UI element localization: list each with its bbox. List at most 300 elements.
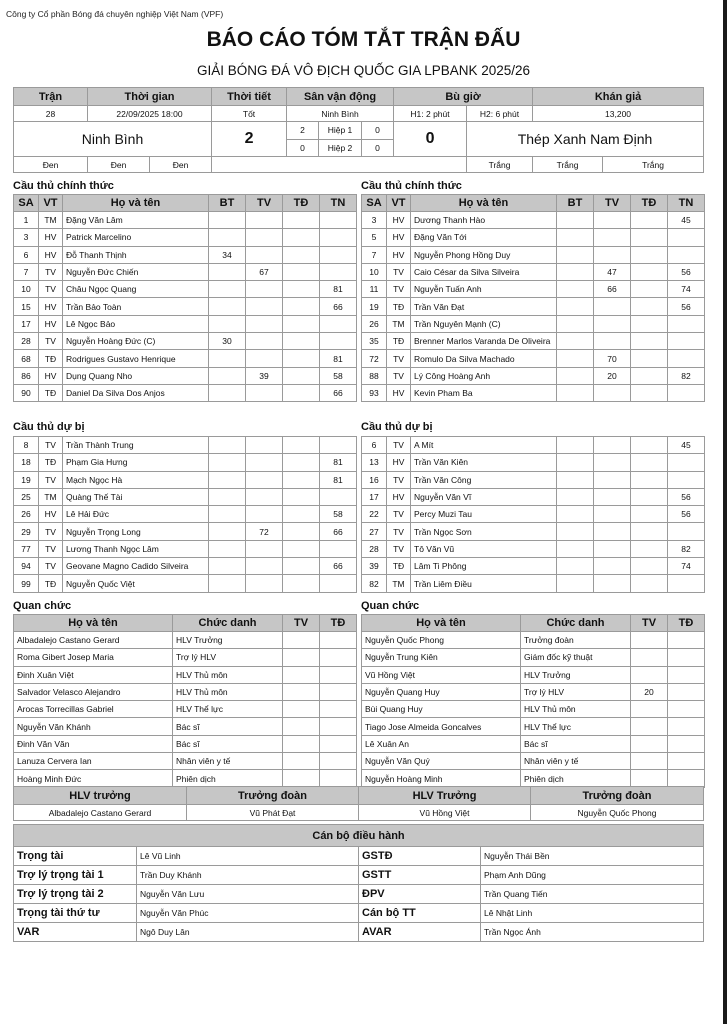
yellow-card-minute — [246, 488, 283, 505]
red-card-minute — [283, 212, 320, 229]
red-card-minute — [283, 523, 320, 540]
red-card-minute — [283, 281, 320, 298]
header-td: TĐ — [631, 195, 668, 212]
player-name: Đặng Văn Lâm — [63, 212, 209, 229]
player-row — [14, 315, 357, 332]
goal-minute — [209, 454, 246, 471]
supervisor-role: GSTĐ — [359, 847, 481, 866]
home-starting-table — [13, 194, 357, 402]
official-name: Nguyễn Văn Khánh — [14, 718, 173, 735]
red-card-minute — [320, 632, 357, 649]
player-row — [14, 246, 357, 263]
shirt-number: 99 — [14, 575, 39, 592]
player-row — [362, 471, 705, 488]
position: HV — [39, 367, 63, 384]
yellow-card-minute — [594, 384, 631, 401]
red-card-minute — [631, 523, 668, 540]
supervisor-name: Lê Nhật Linh — [481, 904, 704, 923]
official-name: Nguyễn Quốc Phong — [362, 632, 521, 649]
header-title: Chức danh — [521, 615, 631, 632]
player-name: Trần Thành Trung — [63, 437, 209, 454]
yellow-card-minute — [283, 632, 320, 649]
position: TM — [39, 212, 63, 229]
player-row — [14, 229, 357, 246]
match-info-table — [13, 87, 704, 173]
header-san-van-dong: Sân vận động — [287, 88, 394, 106]
position: TĐ — [39, 575, 63, 592]
yellow-card-minute — [594, 333, 631, 350]
official-row — [362, 770, 705, 787]
sub-off-minute — [320, 315, 357, 332]
header-tn: TN — [668, 195, 705, 212]
away-kit-2: Trắng — [533, 157, 603, 173]
yellow-card-minute — [631, 632, 668, 649]
red-card-minute — [320, 701, 357, 718]
goal-minute: 30 — [209, 333, 246, 350]
position: TM — [39, 488, 63, 505]
yellow-card-minute — [631, 735, 668, 752]
away-officials-table — [361, 614, 705, 788]
sub-off-minute: 66 — [320, 384, 357, 401]
red-card-minute — [283, 350, 320, 367]
player-name: Nguyễn Quốc Việt — [63, 575, 209, 592]
yellow-card-minute — [283, 735, 320, 752]
official-name: Lanuza Cervera Ian — [14, 753, 173, 770]
position: HV — [387, 454, 411, 471]
sub-off-minute — [320, 437, 357, 454]
shirt-number: 88 — [362, 367, 387, 384]
shirt-number: 6 — [14, 246, 39, 263]
player-row — [362, 384, 705, 401]
player-name: Dương Thanh Hào — [411, 212, 557, 229]
sub-off-minute: 56 — [668, 298, 705, 315]
player-row — [14, 575, 357, 592]
official-title: Bác sĩ — [173, 718, 283, 735]
red-card-minute — [631, 506, 668, 523]
position: TV — [387, 540, 411, 557]
yellow-card-minute — [283, 718, 320, 735]
goal-minute — [209, 575, 246, 592]
shirt-number: 3 — [362, 212, 387, 229]
official-title: Trưởng đoàn — [521, 632, 631, 649]
match-officials-table — [13, 824, 704, 942]
official-name: Salvador Velasco Alejandro — [14, 683, 173, 700]
red-card-minute — [320, 649, 357, 666]
goal-minute — [209, 384, 246, 401]
goal-minute — [557, 212, 594, 229]
player-name: Caio César da Silva Silveira — [411, 263, 557, 280]
red-card-minute — [631, 471, 668, 488]
yellow-card-minute — [594, 437, 631, 454]
goal-minute — [557, 367, 594, 384]
half1-label: Hiệp 1 — [319, 122, 362, 140]
player-name: Trần Liêm Điều — [411, 575, 557, 592]
shirt-number: 28 — [362, 540, 387, 557]
home-head-coach: Albadalejo Castano Gerard — [14, 805, 187, 821]
position: TV — [39, 471, 63, 488]
position: TV — [39, 558, 63, 575]
away-kit-3: Trắng — [603, 157, 704, 173]
goal-minute — [557, 558, 594, 575]
stadium: Ninh Bình — [287, 106, 394, 122]
referee-row — [14, 847, 704, 866]
player-name: Trần Văn Kiên — [411, 454, 557, 471]
position: TĐ — [39, 454, 63, 471]
player-row — [362, 212, 705, 229]
match-officials-title: Cán bộ điều hành — [14, 825, 704, 847]
sub-off-minute — [668, 384, 705, 401]
match-number: 28 — [14, 106, 88, 122]
position: TV — [39, 281, 63, 298]
supervisor-role: AVAR — [359, 923, 481, 942]
table-header-row — [14, 195, 357, 212]
position: TĐ — [387, 333, 411, 350]
header-sa: SA — [362, 195, 387, 212]
player-name: Geovane Magno Cadido Silveira — [63, 558, 209, 575]
red-card-minute — [320, 718, 357, 735]
official-row — [14, 666, 357, 683]
official-name: Bùi Quang Huy — [362, 701, 521, 718]
header-tv: TV — [631, 615, 668, 632]
red-card-minute — [668, 632, 705, 649]
yellow-card-minute — [594, 506, 631, 523]
yellow-card-minute: 66 — [594, 281, 631, 298]
referee-row — [14, 904, 704, 923]
position: TV — [387, 367, 411, 384]
official-title: Bác sĩ — [521, 735, 631, 752]
player-row — [14, 454, 357, 471]
yellow-card-minute — [594, 298, 631, 315]
player-name: A Mít — [411, 437, 557, 454]
goal-minute — [557, 298, 594, 315]
head-header-home-leader: Trưởng đoàn — [187, 787, 359, 805]
yellow-card-minute — [594, 575, 631, 592]
goal-minute — [209, 558, 246, 575]
official-name: Đinh Văn Văn — [14, 735, 173, 752]
yellow-card-minute — [283, 683, 320, 700]
away-team-leader: Nguyễn Quốc Phong — [531, 805, 704, 821]
away-kit-1: Trắng — [467, 157, 533, 173]
referee-row — [14, 885, 704, 904]
referee-role: Trọng tài — [14, 847, 137, 866]
player-row — [14, 281, 357, 298]
shirt-number: 35 — [362, 333, 387, 350]
header-sa: SA — [14, 195, 39, 212]
position: TV — [39, 437, 63, 454]
shirt-number: 3 — [14, 229, 39, 246]
referee-role: Trợ lý trọng tài 2 — [14, 885, 137, 904]
official-title: HLV Trưởng — [521, 666, 631, 683]
goal-minute — [557, 506, 594, 523]
sub-off-minute — [320, 229, 357, 246]
half1-away: 0 — [362, 122, 394, 140]
home-kit-2: Đen — [88, 157, 150, 173]
red-card-minute — [631, 575, 668, 592]
goal-minute — [557, 384, 594, 401]
sub-off-minute: 45 — [668, 212, 705, 229]
goal-minute — [557, 263, 594, 280]
yellow-card-minute — [246, 540, 283, 557]
sub-off-minute: 82 — [668, 540, 705, 557]
red-card-minute — [283, 333, 320, 350]
table-header-row — [362, 615, 705, 632]
stoppage-h2: H2: 6 phút — [467, 106, 533, 122]
home-subs-label: Cầu thủ dự bị — [13, 421, 85, 433]
shirt-number: 27 — [362, 523, 387, 540]
yellow-card-minute — [631, 666, 668, 683]
official-title: Nhân viên y tế — [173, 753, 283, 770]
sub-off-minute — [668, 229, 705, 246]
away-team-name: Thép Xanh Nam Định — [467, 122, 704, 157]
yellow-card-minute — [631, 753, 668, 770]
header-name: Họ và tên — [14, 615, 173, 632]
header-title: Chức danh — [173, 615, 283, 632]
league-subtitle: GIẢI BÓNG ĐÁ VÔ ĐỊCH QUỐC GIA LPBANK 2025/26 — [196, 63, 531, 78]
red-card-minute — [320, 770, 357, 787]
player-row — [14, 333, 357, 350]
home-starting-label: Cầu thủ chính thức — [13, 180, 114, 192]
red-card-minute — [631, 454, 668, 471]
header-td: TĐ — [283, 195, 320, 212]
official-row — [14, 649, 357, 666]
player-name: Đặng Văn Tới — [411, 229, 557, 246]
header-vt: VT — [39, 195, 63, 212]
goal-minute — [557, 575, 594, 592]
goal-minute — [209, 229, 246, 246]
sub-off-minute — [668, 246, 705, 263]
official-row — [362, 649, 705, 666]
official-row — [362, 735, 705, 752]
goal-minute — [209, 350, 246, 367]
official-title: HLV Thể lực — [521, 718, 631, 735]
player-row — [14, 212, 357, 229]
home-subs-table — [13, 436, 357, 593]
shirt-number: 16 — [362, 471, 387, 488]
head-header-away-coach: HLV Trưởng — [359, 787, 531, 805]
player-row — [362, 350, 705, 367]
sub-off-minute: 81 — [320, 454, 357, 471]
player-row — [362, 333, 705, 350]
player-name: Brenner Marlos Varanda De Oliveira — [411, 333, 557, 350]
player-name: Lê Hải Đức — [63, 506, 209, 523]
official-row — [362, 632, 705, 649]
goal-minute — [209, 506, 246, 523]
yellow-card-minute — [594, 540, 631, 557]
home-team-name: Ninh Bình — [14, 122, 212, 157]
goal-minute — [557, 540, 594, 557]
header-tv: TV — [594, 195, 631, 212]
home-kit-3: Đen — [150, 157, 212, 173]
sub-off-minute — [668, 333, 705, 350]
half1-home: 2 — [287, 122, 319, 140]
sub-off-minute: 58 — [320, 506, 357, 523]
position: TĐ — [387, 558, 411, 575]
sub-off-minute — [668, 315, 705, 332]
position: HV — [39, 298, 63, 315]
official-name: Hoàng Minh Đức — [14, 770, 173, 787]
official-name: Arocas Torrecillas Gabriel — [14, 701, 173, 718]
player-row — [362, 506, 705, 523]
supervisor-name: Nguyễn Thái Bền — [481, 847, 704, 866]
sub-off-minute: 66 — [320, 298, 357, 315]
weather: Tốt — [212, 106, 287, 122]
red-card-minute — [283, 263, 320, 280]
shirt-number: 7 — [14, 263, 39, 280]
player-name: Phạm Gia Hưng — [63, 454, 209, 471]
yellow-card-minute — [594, 558, 631, 575]
player-name: Nguyễn Văn Vĩ — [411, 488, 557, 505]
goal-minute — [557, 281, 594, 298]
player-name: Trần Văn Công — [411, 471, 557, 488]
header-tran: Trận — [14, 88, 88, 106]
player-row — [14, 350, 357, 367]
player-row — [362, 263, 705, 280]
sub-off-minute — [668, 575, 705, 592]
referee-name: Lê Vũ Linh — [137, 847, 359, 866]
position: HV — [39, 229, 63, 246]
header-td: TĐ — [668, 615, 705, 632]
position: HV — [39, 506, 63, 523]
shirt-number: 22 — [362, 506, 387, 523]
official-name: Albadalejo Castano Gerard — [14, 632, 173, 649]
official-name: Tiago Jose Almeida Goncalves — [362, 718, 521, 735]
official-title: HLV Trưởng — [173, 632, 283, 649]
red-card-minute — [631, 384, 668, 401]
position: TV — [387, 350, 411, 367]
table-header-row — [14, 615, 357, 632]
header-name: Họ và tên — [411, 195, 557, 212]
header-bt: BT — [209, 195, 246, 212]
away-head-coach: Vũ Hồng Việt — [359, 805, 531, 821]
yellow-card-minute — [283, 753, 320, 770]
home-team-leader: Vũ Phát Đạt — [187, 805, 359, 821]
sub-off-minute: 81 — [320, 281, 357, 298]
yellow-card-minute: 72 — [246, 523, 283, 540]
stoppage-h1: H1: 2 phút — [394, 106, 467, 122]
yellow-card-minute — [594, 315, 631, 332]
shirt-number: 94 — [14, 558, 39, 575]
position: TM — [387, 315, 411, 332]
yellow-card-minute: 20 — [594, 367, 631, 384]
player-row — [14, 488, 357, 505]
player-name: Đỗ Thanh Thịnh — [63, 246, 209, 263]
official-row — [14, 735, 357, 752]
match-time: 22/09/2025 18:00 — [88, 106, 212, 122]
sub-off-minute — [320, 488, 357, 505]
yellow-card-minute — [246, 384, 283, 401]
position: HV — [387, 212, 411, 229]
sub-off-minute: 82 — [668, 367, 705, 384]
kit-spacer — [212, 157, 467, 173]
official-name: Nguyễn Hoàng Minh — [362, 770, 521, 787]
player-row — [14, 437, 357, 454]
head-header-away-leader: Trưởng đoàn — [531, 787, 704, 805]
shirt-number: 7 — [362, 246, 387, 263]
shirt-number: 72 — [362, 350, 387, 367]
red-card-minute — [668, 753, 705, 770]
away-subs-table — [361, 436, 705, 593]
player-name: Lâm Ti Phông — [411, 558, 557, 575]
position: TĐ — [387, 298, 411, 315]
official-name: Lê Xuân An — [362, 735, 521, 752]
red-card-minute — [668, 718, 705, 735]
shirt-number: 28 — [14, 333, 39, 350]
player-name: Romulo Da Silva Machado — [411, 350, 557, 367]
goal-minute — [209, 212, 246, 229]
red-card-minute — [668, 666, 705, 683]
supervisor-name: Trần Ngọc Ánh — [481, 923, 704, 942]
referee-name: Trần Duy Khánh — [137, 866, 359, 885]
position: HV — [39, 246, 63, 263]
goal-minute — [557, 350, 594, 367]
goal-minute — [557, 437, 594, 454]
player-row — [14, 298, 357, 315]
red-card-minute — [631, 558, 668, 575]
sub-off-minute — [320, 540, 357, 557]
company-name: Công ty Cổ phần Bóng đá chuyên nghiệp Việt Nam (VPF) — [6, 9, 224, 19]
official-title: Trợ lý HLV — [173, 649, 283, 666]
sub-off-minute — [668, 350, 705, 367]
official-row — [14, 770, 357, 787]
shirt-number: 5 — [362, 229, 387, 246]
position: TV — [387, 523, 411, 540]
shirt-number: 15 — [14, 298, 39, 315]
official-row — [362, 683, 705, 700]
sub-off-minute: 74 — [668, 281, 705, 298]
player-name: Nguyễn Hoàng Đức (C) — [63, 333, 209, 350]
sub-off-minute: 56 — [668, 488, 705, 505]
official-title: Bác sĩ — [173, 735, 283, 752]
goal-minute — [209, 298, 246, 315]
goal-minute — [557, 471, 594, 488]
sub-off-minute — [320, 212, 357, 229]
player-row — [14, 506, 357, 523]
official-name: Nguyễn Trung Kiên — [362, 649, 521, 666]
sub-off-minute — [668, 454, 705, 471]
position: TM — [387, 575, 411, 592]
yellow-card-minute — [246, 506, 283, 523]
player-name: Mạch Ngọc Hà — [63, 471, 209, 488]
red-card-minute — [283, 540, 320, 557]
red-card-minute — [631, 281, 668, 298]
yellow-card-minute — [246, 575, 283, 592]
home-score: 2 — [212, 122, 287, 157]
header-name: Họ và tên — [63, 195, 209, 212]
attendance: 13,200 — [533, 106, 704, 122]
official-title: Phiên dịch — [521, 770, 631, 787]
yellow-card-minute — [246, 212, 283, 229]
player-row — [362, 558, 705, 575]
position: TV — [39, 523, 63, 540]
yellow-card-minute — [246, 437, 283, 454]
half2-away: 0 — [362, 139, 394, 157]
supervisor-role: GSTT — [359, 866, 481, 885]
yellow-card-minute — [246, 558, 283, 575]
official-title: HLV Thủ môn — [173, 666, 283, 683]
player-name: Tô Văn Vũ — [411, 540, 557, 557]
yellow-card-minute — [283, 666, 320, 683]
supervisor-name: Phạm Anh Dũng — [481, 866, 704, 885]
referee-name: Nguyễn Văn Phúc — [137, 904, 359, 923]
red-card-minute — [668, 649, 705, 666]
yellow-card-minute — [594, 454, 631, 471]
goal-minute — [557, 333, 594, 350]
red-card-minute — [631, 350, 668, 367]
supervisor-role: ĐPV — [359, 885, 481, 904]
red-card-minute — [668, 683, 705, 700]
home-officials-label: Quan chức — [13, 600, 72, 612]
player-row — [14, 384, 357, 401]
